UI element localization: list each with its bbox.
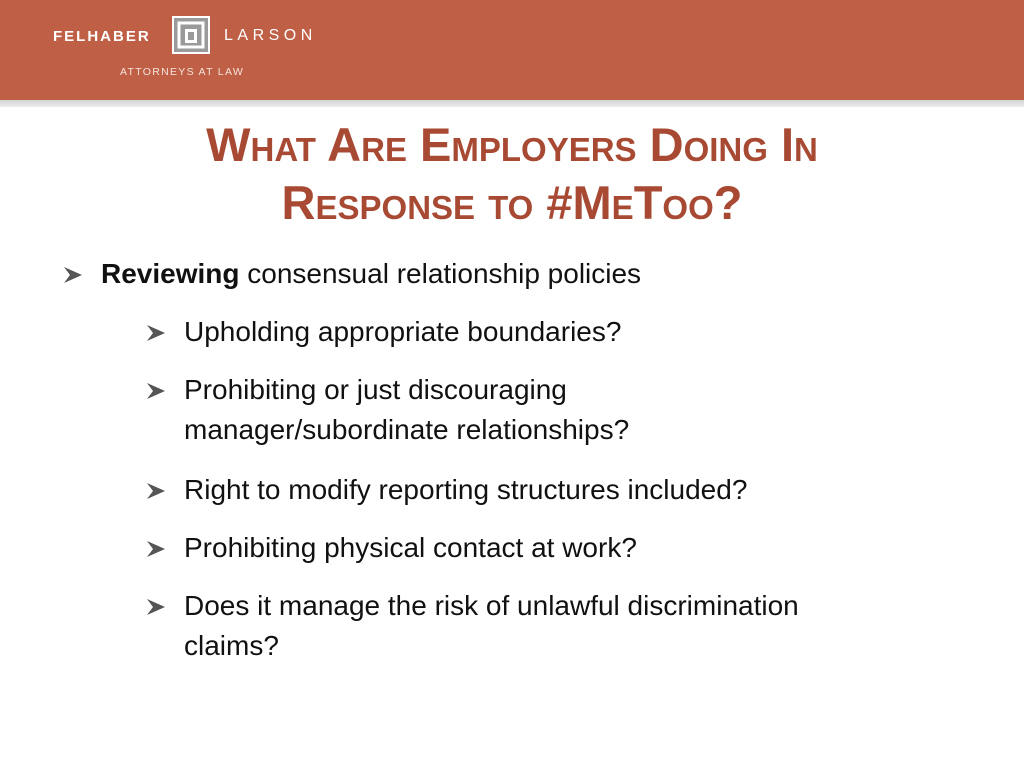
sub-bullet-4	[147, 528, 637, 568]
sub-bullet-text-cont: manager/subordinate relationships?	[184, 414, 630, 445]
sub-bullet-text: Prohibiting physical contact at work?	[184, 532, 637, 563]
arrow-bullet-icon	[147, 325, 165, 341]
slide-title	[0, 116, 1024, 232]
arrow-bullet-icon	[147, 383, 165, 399]
header-band	[0, 0, 1024, 100]
sub-bullet-2	[147, 370, 629, 450]
sub-bullet-text-cont: claims?	[184, 630, 279, 661]
bullet-main-bold: Reviewing	[101, 258, 240, 289]
header-divider	[0, 100, 1024, 107]
sub-bullet-5	[147, 586, 799, 666]
felhaber-larson-logo	[172, 16, 210, 54]
slide-title-line-1: What Are Employers Doing In	[206, 118, 818, 171]
firm-name-right: LARSON	[224, 27, 317, 44]
sub-bullet-3	[147, 470, 747, 510]
arrow-bullet-icon	[147, 483, 165, 499]
sub-bullet-text: Prohibiting or just discouraging	[184, 374, 567, 405]
arrow-bullet-icon	[147, 541, 165, 557]
bullet-main	[64, 254, 641, 294]
arrow-bullet-icon	[147, 599, 165, 615]
bullet-main-text: consensual relationship policies	[239, 258, 642, 289]
firm-tagline: ATTORNEYS AT LAW	[120, 66, 245, 78]
sub-bullet-1	[147, 312, 621, 352]
sub-bullet-text: Does it manage the risk of unlawful discrimination	[184, 590, 799, 621]
sub-bullet-text: Right to modify reporting structures included?	[184, 474, 748, 505]
arrow-bullet-icon	[64, 267, 82, 283]
sub-bullet-text: Upholding appropriate boundaries?	[184, 316, 622, 347]
firm-name-left: FELHABER	[53, 28, 151, 45]
slide-title-line-2: Response to #MeToo?	[281, 176, 743, 229]
